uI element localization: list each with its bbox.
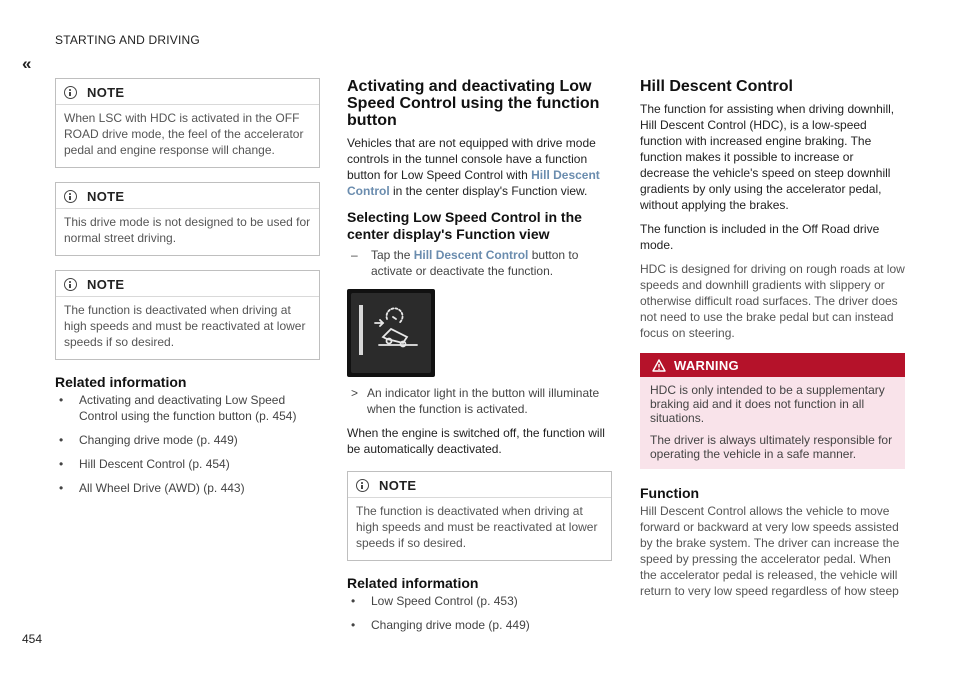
note-text: The function is deactivated when driving at high speeds and must be reactivated at lower speeds if so desired. — [56, 296, 319, 359]
paragraph: Hill Descent Control allows the vehicle to move forward or backward at very low speeds assisted by the brake system. The driver can increase the speed by pressing the accelerator pedal. When the accelerator pedal is released, the vehicle will return to very low speed regardless of how steep — [640, 504, 900, 598]
related-link[interactable]: • All Wheel Drive (AWD) (p. 443) — [59, 481, 245, 495]
instruction-step: – Tap the Hill Descent Control button to activate or deactivate the function. — [351, 248, 579, 278]
paragraph: When the engine is switched off, the function will be automatically deactivated. — [347, 426, 605, 456]
hill-descent-control-link[interactable]: Hill Descent Control — [347, 168, 600, 198]
info-icon — [64, 278, 77, 291]
back-arrow-icon[interactable]: « — [22, 54, 32, 73]
related-information-heading: Related information — [347, 575, 479, 591]
paragraph: The function for assisting when driving downhill, Hill Descent Control (HDC), is a low-speed function with increased engine braking. The function makes it possible to increase or decrease the vehicle's speed on steep downhill gradients by only using the accelerator pedal, without applying the brakes. — [640, 102, 895, 212]
hill-descent-control-button-label[interactable]: Hill Descent Control — [413, 248, 529, 262]
note-text: This drive mode is not designed to be used for normal street driving. — [56, 208, 319, 255]
related-link[interactable]: • Hill Descent Control (p. 454) — [59, 457, 230, 471]
note-box — [55, 270, 320, 360]
note-box — [347, 471, 612, 561]
info-icon — [356, 479, 369, 492]
hill-descent-button-image — [347, 289, 435, 377]
related-link[interactable]: • Changing drive mode (p. 449) — [59, 433, 238, 447]
warning-box — [640, 353, 905, 469]
note-box — [55, 78, 320, 168]
indicator-light — [359, 305, 363, 355]
note-text: The function is deactivated when driving at high speeds and must be reactivated at lower speeds if so desired. — [348, 497, 611, 560]
paragraph: The function is included in the Off Road drive mode. — [640, 222, 880, 252]
info-icon — [64, 86, 77, 99]
section-title: STARTING AND DRIVING — [55, 33, 200, 47]
page-number: 454 — [22, 632, 43, 646]
section-heading: Activating and deactivating Low Speed Control using the function button — [347, 78, 600, 129]
note-text: When LSC with HDC is activated in the OFF ROAD drive mode, the feel of the accelerator pedal and engine response will change. — [56, 104, 319, 167]
hill-descent-button-icon — [369, 307, 425, 355]
note-box — [55, 182, 320, 256]
paragraph: HDC is designed for driving on rough roads at low speeds and downhill gradients with slippery or otherwise difficult road surfaces. The driver does not need to use the brake pedal but can instead focus on steering. — [640, 262, 905, 340]
section-heading: Hill Descent Control — [640, 78, 793, 95]
column-3 — [640, 78, 905, 607]
warning-triangle-icon — [652, 359, 666, 372]
note-title: NOTE — [87, 85, 125, 100]
intro-paragraph: Vehicles that are not equipped with drive mode controls in the tunnel console have a function button for Low Speed Control with Hill Descent Control in the center display's Function view. — [347, 136, 600, 198]
related-link[interactable]: • Activating and deactivating Low Speed Control using the function button (p. 454) — [59, 393, 297, 423]
related-information-heading: Related information — [55, 374, 187, 390]
column-2 — [347, 78, 612, 641]
result-step: > An indicator light in the button will illuminate when the function is activated. — [351, 386, 600, 416]
function-heading: Function — [640, 485, 700, 501]
note-title: NOTE — [379, 478, 417, 493]
related-link[interactable]: • Low Speed Control (p. 453) — [351, 594, 518, 608]
related-link[interactable]: • Changing drive mode (p. 449) — [351, 618, 530, 632]
info-icon — [64, 190, 77, 203]
warning-text: HDC is only intended to be a supplementary braking aid and it does not function in all situations. — [650, 383, 885, 425]
warning-text: The driver is always ultimately responsible for operating the vehicle in a safe manner. — [650, 433, 893, 461]
warning-title: WARNING — [674, 357, 739, 373]
note-title: NOTE — [87, 277, 125, 292]
subheading: Selecting Low Speed Control in the center display's Function view — [347, 209, 582, 242]
note-title: NOTE — [87, 189, 125, 204]
column-1 — [55, 78, 320, 504]
